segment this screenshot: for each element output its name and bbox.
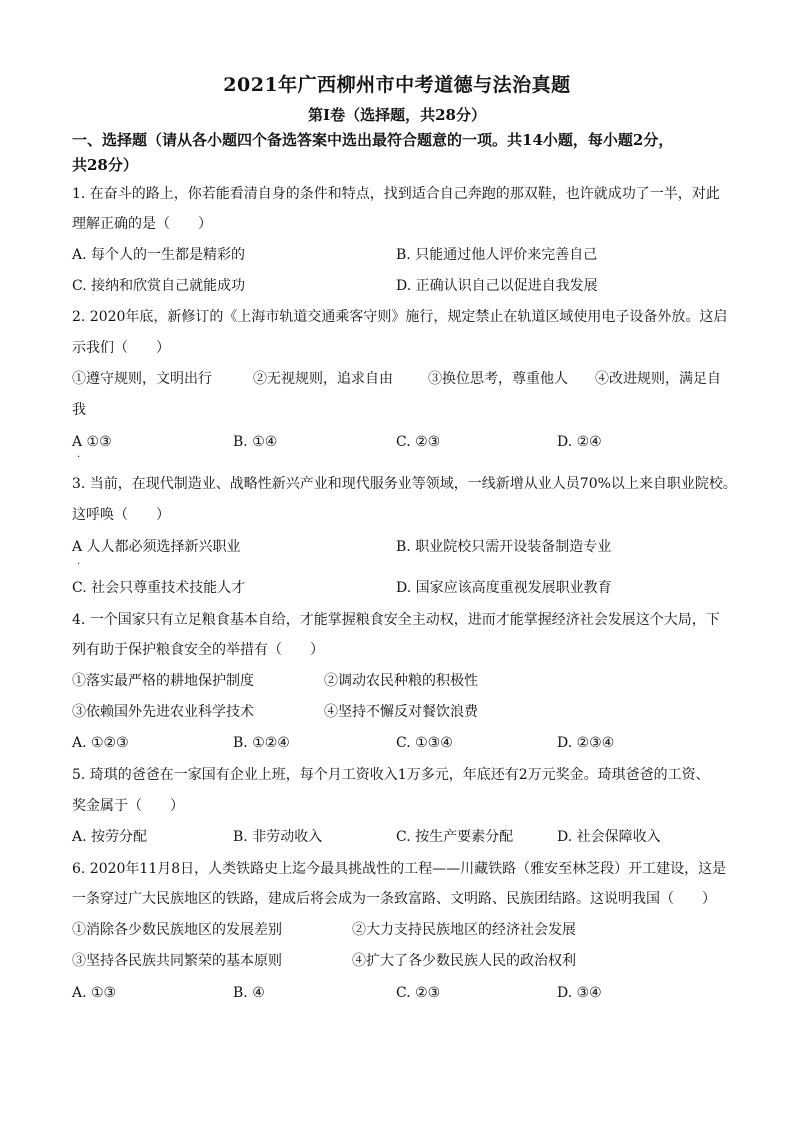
q4-stem-line2: 列有助于保护粮食安全的举措有（ ） <box>72 642 324 658</box>
q4-statement-1: ①落实最严格的耕地保护制度 <box>72 673 254 689</box>
q6-option-c: C. ②③ <box>396 985 441 1001</box>
q2-option-d: D. ②④ <box>557 434 602 450</box>
q4-option-d: D. ②③④ <box>557 735 615 751</box>
q6-statement-3: ③坚持各民族共同繁荣的基本原则 <box>72 953 282 969</box>
q1-option-b: B. 只能通过他人评价来完善自己 <box>396 247 598 263</box>
q4-stem-line1: 4. 一个国家只有立足粮食基本自给，才能掌握粮食安全主动权，进而才能掌握经济社会发展这个大局，下 <box>72 612 720 628</box>
q1-option-a: A. 每个人的一生都是精彩的 <box>72 247 246 263</box>
q3-option-b: B. 职业院校只需开设装备制造专业 <box>396 539 612 555</box>
q1-option-c: C. 接纳和欣赏自己就能成功 <box>72 278 246 294</box>
q3-option-a: A 人人都必须选择新兴职业 <box>72 539 241 555</box>
q2-stem-line2: 示我们（ ） <box>72 340 170 356</box>
section-instructions-line1: 一、选择题（请从各小题四个备选答案中选出最符合题意的一项。共14小题，每小题2分， <box>72 131 674 149</box>
q6-statement-1: ①消除各少数民族地区的发展差别 <box>72 922 282 938</box>
section-subtitle: 第Ⅰ卷（选择题，共28分） <box>308 106 486 124</box>
q2-statement-4-cont: 我 <box>72 402 86 418</box>
q6-stem-line2: 一条穿过广大民族地区的铁路，建成后将会成为一条致富路、文明路、民族团结路。这说明我国（ ） <box>72 891 716 907</box>
q2-statement-3: ③换位思考，尊重他人 <box>428 371 568 387</box>
q2-stray-dot: . <box>77 449 81 460</box>
q2-option-a: A ①③ <box>72 434 112 450</box>
q1-option-d: D. 正确认识自己以促进自我发展 <box>396 278 598 294</box>
q5-stem-line2: 奖金属于（ ） <box>72 798 184 814</box>
q3-option-c: C. 社会只尊重技术技能人才 <box>72 580 246 596</box>
q6-statement-2: ②大力支持民族地区的经济社会发展 <box>352 922 576 938</box>
q2-statement-2: ②无视规则，追求自由 <box>253 371 393 387</box>
q3-stem-line2: 这呼唤（ ） <box>72 507 170 523</box>
q1-stem-line2: 理解正确的是（ ） <box>72 216 212 232</box>
q4-statement-4: ④坚持不懈反对餐饮浪费 <box>324 704 478 720</box>
q4-statement-3: ③依赖国外先进农业科学技术 <box>72 704 254 720</box>
q2-statement-1: ①遵守规则，文明出行 <box>72 371 212 387</box>
q2-option-b: B. ①④ <box>233 434 278 450</box>
page-title: 2021年广西柳州市中考道德与法治真题 <box>223 74 571 96</box>
q4-option-a: A. ①②③ <box>72 735 129 751</box>
q4-option-c: C. ①③④ <box>396 735 453 751</box>
q1-stem-line1: 1. 在奋斗的路上，你若能看清自身的条件和特点，找到适合自己奔跑的那双鞋，也许就成功了一半，对此 <box>72 186 720 202</box>
q4-statement-2: ②调动农民种粮的积极性 <box>324 673 478 689</box>
q6-statement-4: ④扩大了各少数民族人民的政治权利 <box>352 953 576 969</box>
q5-stem-line1: 5. 琦琪的爸爸在一家国有企业上班，每个月工资收入1万多元，年底还有2万元奖金。琦琪爸爸的工资、 <box>72 767 710 783</box>
q6-stem-line1: 6. 2020年11月8日，人类铁路史上迄今最具挑战性的工程——川藏铁路（雅安至林芝段）开工建设，这是 <box>72 861 727 877</box>
q6-option-a: A. ①③ <box>72 985 117 1001</box>
q2-stem-line1: 2. 2020年底，新修订的《上海市轨道交通乘客守则》施行，规定禁止在轨道区域使用电子设备外放。这启 <box>72 309 728 325</box>
q5-option-c: C. 按生产要素分配 <box>396 829 514 845</box>
q6-option-b: B. ④ <box>233 985 265 1001</box>
section-instructions-line2: 共28分） <box>72 156 138 174</box>
q4-option-b: B. ①②④ <box>233 735 290 751</box>
q3-stem-line1: 3. 当前，在现代制造业、战略性新兴产业和现代服务业等领域，一线新增从业人员70%以上来自职业院校。 <box>72 476 737 492</box>
q2-statement-4: ④改进规则，满足自 <box>595 371 721 387</box>
q5-option-b: B. 非劳动收入 <box>233 829 323 845</box>
q2-option-c: C. ②③ <box>396 434 441 450</box>
q3-option-a-dot: . <box>77 556 81 567</box>
q5-option-d: D. 社会保障收入 <box>557 829 661 845</box>
q3-option-d: D. 国家应该高度重视发展职业教育 <box>396 580 612 596</box>
q5-option-a: A. 按劳分配 <box>72 829 148 845</box>
q6-option-d: D. ③④ <box>557 985 602 1001</box>
